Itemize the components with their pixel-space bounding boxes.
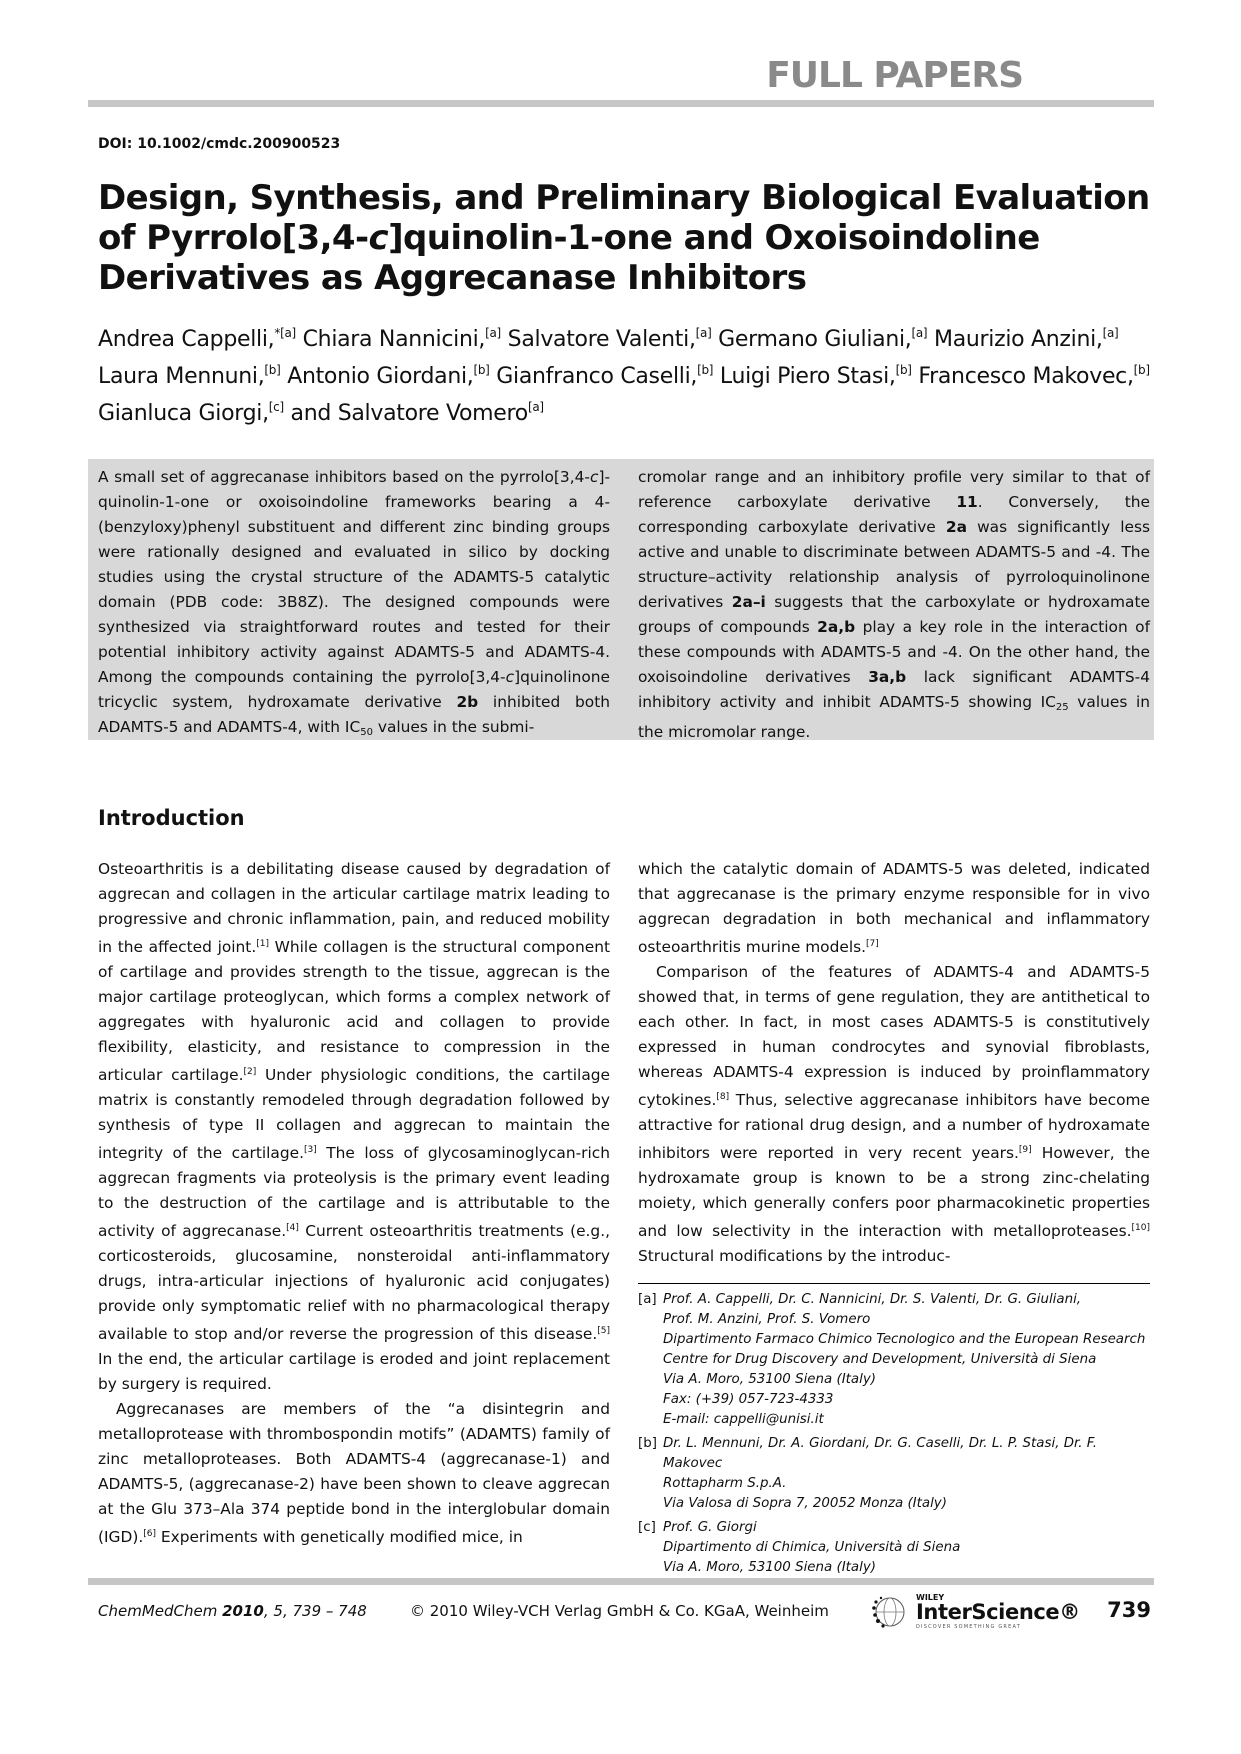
body-right-column bbox=[638, 857, 1150, 1269]
interscience-logo: WILEY InterScience® DISCOVER SOMETHING GREAT bbox=[870, 1593, 1040, 1631]
body-left-column bbox=[98, 857, 610, 1550]
citation[interactable]: [10] bbox=[1131, 1223, 1150, 1233]
title-text: Design, Synthesis, and Preliminary Biological Evaluation of Pyrrolo[3,4- bbox=[98, 178, 1150, 258]
citation[interactable]: [9] bbox=[1018, 1145, 1032, 1155]
title-italic: c bbox=[368, 218, 389, 258]
author: Luigi Piero Stasi,[b] bbox=[719, 363, 912, 389]
journal-citation: ChemMedChem 2010, 5, 739 – 748 bbox=[98, 1602, 367, 1620]
paragraph: Osteoarthritis is a debilitating disease caused by degradation of aggrecan and collagen in the articular cartilage matrix leading to progressive and chronic inflammation, pain, and reduced mobility in the affected joint.[1] While collagen is the structural component of cartilage and provides strength to the tissue, aggrecan is the major cartilage proteoglycan, which forms a complex network of aggregates with hyaluronic acid and collagen to provide flexibility, elasticity, and resistance to compression in the articular cartilage.[2] Under physiologic conditions, the cartilage matrix is constantly remodeled through degradation followed by synthesis of type II collagen and aggrecan to maintain the integrity of the cartilage.[3] The loss of glycosaminoglycan-rich aggrecan fragments via proteolysis is the primary event leading to the destruction of the cartilage and is attributable to the activity of aggrecanase.[4] Current osteoarthritis treatments (e.g., corticosteroids, glucosamine, nonsteroidal anti-inflammatory drugs, intra-articular injections of hyaluronic acid conjugates) provide only symptomatic relief with no pharmacological therapy available to stop and/or reverse the progression of this disease.[5] In the end, the articular cartilage is eroded and joint replacement by surgery is required. bbox=[98, 860, 610, 1393]
author: Gianfranco Caselli,[b] bbox=[496, 363, 714, 389]
affiliation-c: [c] Prof. G. Giorgi Dipartimento di Chimica, Università di Siena Via A. Moro, 53100 Siena (Italy) bbox=[638, 1520, 961, 1575]
page-number: 739 bbox=[1107, 1598, 1151, 1622]
author: Andrea Cappelli,$^{*[a]}$ bbox=[98, 326, 296, 352]
abstract-box bbox=[88, 459, 1154, 740]
affiliations bbox=[638, 1290, 1158, 1582]
author: Maurizio Anzini,[a] bbox=[934, 326, 1119, 352]
affiliation-a: [a] Prof. A. Cappelli, Dr. C. Nannicini, Dr. S. Valenti, Dr. G. Giuliani, Prof. M. Anzini, Prof. S. Vomero Dipartimento Farmaco Chimico Tecnologico and the European Research Centre for Drug Discovery and Development, Università di Siena Via A. Moro, 53100 Siena (Italy) Fax: (+39) 057-723-4333 E-mail: cappelli@unisi.it bbox=[638, 1290, 1158, 1430]
citation[interactable]: [7] bbox=[866, 939, 879, 949]
globe-icon bbox=[870, 1593, 910, 1631]
paragraph: Comparison of the features of ADAMTS-4 and ADAMTS-5 showed that, in terms of gene regulation, they are antithetical to each other. In fact, in most cases ADAMTS-5 is constitutively expressed in human condrocytes and synovial fibroblasts, whereas ADAMTS-4 expression is induced by proinflammatory cytokines.[8] Thus, selective aggrecanase inhibitors have become attractive for rational drug design, and a number of hydroxamate inhibitors were reported in very recent years.[9] However, the hydroxamate group is known to be a strong zinc-chelating moiety, which generally confers poor pharmacokinetic properties and low selectivity in the interaction with metalloproteases.[10] Structural modifications by the introduc- bbox=[638, 963, 1150, 1265]
abstract-right-column: cromolar range and an inhibitory profile very similar to that of reference carboxylate derivative 11. Conversely, the corresponding carboxylate derivative 2a was significantly less active and unable to discriminate between ADAMTS-5 and -4. The structure–activity relationship analysis of pyrroloquinolinone derivatives 2a–i suggests that the carboxylate or hydroxamate groups of compounds 2a,b play a key role in the interaction of these compounds with ADAMTS-5 and -4. On the other hand, the oxoisoindoline derivatives 3a,b lack significant ADAMTS-4 inhibitory activity and inhibit ADAMTS-5 showing $IC_{25}$ values in the micromolar range. bbox=[638, 468, 1151, 741]
citation[interactable]: [4] bbox=[286, 1223, 299, 1233]
citation[interactable]: [5] bbox=[597, 1326, 610, 1336]
author: Antonio Giordani,[b] bbox=[287, 363, 490, 389]
author: and Salvatore Vomero[a] bbox=[290, 400, 544, 426]
section-label: FULL PAPERS bbox=[766, 55, 1023, 96]
title-text: ]quinolin-1-one and Oxoisoindoline Derivatives as Aggrecanase Inhibitors bbox=[98, 218, 1040, 298]
email-link[interactable]: E-mail: cappelli@unisi.it bbox=[663, 1412, 824, 1427]
paragraph: Aggrecanases are members of the “a disintegrin and metalloprotease with thrombospondin motifs” (ADAMTS) family of zinc metalloproteases. Both ADAMTS-4 (aggrecanase-1) and ADAMTS-5, (aggrecanase-2) have been shown to cleave aggrecan at the Glu 373–Ala 374 peptide bond in the interglobular domain (IGD).[6] Experiments with genetically modified mice, in bbox=[98, 1400, 610, 1546]
author: Francesco Makovec,[b] bbox=[918, 363, 1150, 389]
doi: DOI: 10.1002/cmdc.200900523 bbox=[98, 136, 341, 152]
footer-rule bbox=[88, 1578, 1154, 1585]
author-list bbox=[98, 318, 1158, 429]
author: Chiara Nannicini,[a] bbox=[302, 326, 501, 352]
abstract-left-column: A small set of aggrecanase inhibitors based on the pyrrolo[3,4-c]-quinolin-1-one or oxoisoindoline frameworks bearing a 4-(benzyloxy)phenyl substituent and different zinc binding groups were rationally designed and evaluated in silico by docking studies using the crystal structure of the ADAMTS-5 catalytic domain (PDB code: 3B8Z). The designed compounds were synthesized via straightforward routes and tested for their potential inhibitory activity against ADAMTS-5 and ADAMTS-4. Among the compounds containing the pyrrolo[3,4-c]quinolinone tricyclic system, hydroxamate derivative 2b inhibited both ADAMTS-5 and ADAMTS-4, with $IC_{50}$ values in the submi- bbox=[98, 468, 611, 738]
author: Salvatore Valenti,[a] bbox=[507, 326, 712, 352]
citation[interactable]: [1] bbox=[256, 939, 269, 949]
author: Laura Mennuni,[b] bbox=[98, 363, 281, 389]
affiliation-divider bbox=[638, 1283, 1150, 1284]
article-title bbox=[98, 178, 1158, 298]
citation[interactable]: [2] bbox=[243, 1067, 257, 1077]
affiliation-b: [b] Dr. L. Mennuni, Dr. A. Giordani, Dr. G. Caselli, Dr. L. P. Stasi, Dr. F. Makovec Rottapharm S.p.A. Via Valosa di Sopra 7, 20052 Monza (Italy) bbox=[638, 1436, 1098, 1511]
citation[interactable]: [8] bbox=[716, 1092, 730, 1102]
header-rule bbox=[88, 100, 1154, 107]
citation[interactable]: [3] bbox=[303, 1145, 317, 1155]
author: Gianluca Giorgi,[c] bbox=[98, 400, 284, 426]
paragraph: which the catalytic domain of ADAMTS-5 was deleted, indicated that aggrecanase is the primary enzyme responsible for in vivo aggrecan degradation in both mechanical and inflammatory osteoarthritis murine models.[7] bbox=[638, 860, 1150, 956]
copyright: © 2010 Wiley-VCH Verlag GmbH & Co. KGaA, Weinheim bbox=[410, 1602, 829, 1620]
section-heading-introduction: Introduction bbox=[98, 806, 245, 830]
author: Germano Giuliani,[a] bbox=[718, 326, 928, 352]
citation[interactable]: [6] bbox=[143, 1529, 156, 1539]
